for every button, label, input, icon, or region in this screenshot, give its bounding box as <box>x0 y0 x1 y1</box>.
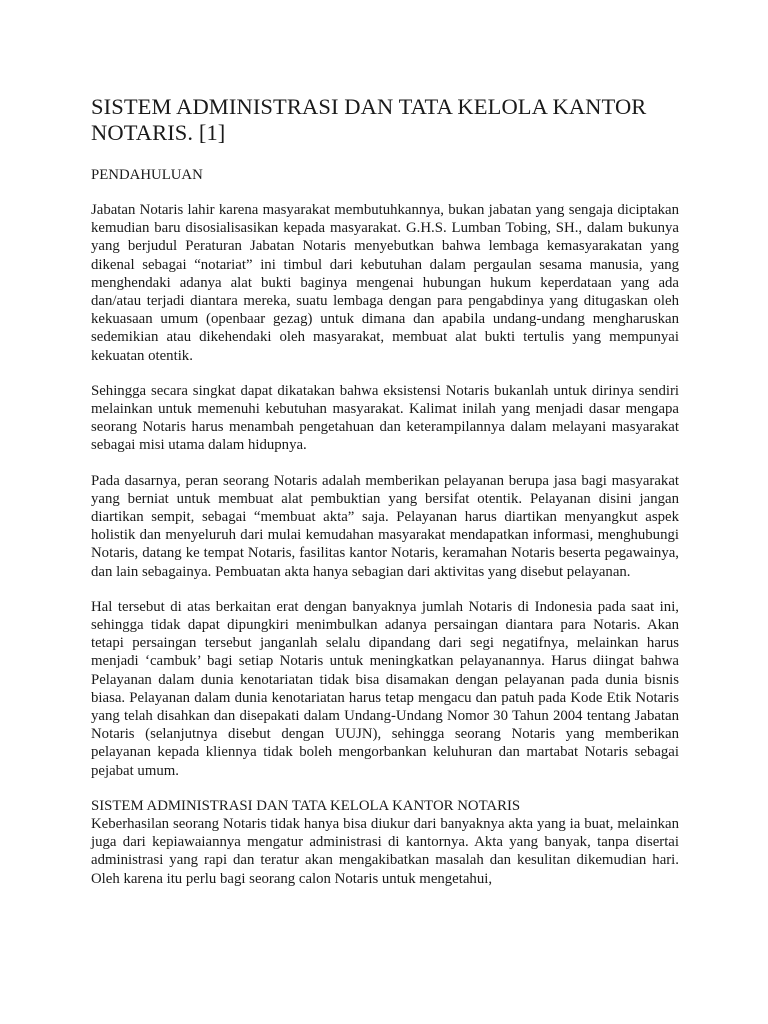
paragraph-1: Jabatan Notaris lahir karena masyarakat membutuhkannya, bukan jabatan yang sengaja diciptakan kemudian baru disosialisasikan kepada masyarakat. G.H.S. Lumban Tobing, SH., dalam bukunya yang berjudul Peraturan Jabatan Notaris menyebutkan bahwa lembaga kemasyarakatan yang dikenal sebagai “notariat” ini timbul dari kebutuhan dalam pergaulan sesama manusia, yang menghendaki adanya alat bukti baginya mengenai hubungan hukum keperdataan yang ada dan/atau terjadi diantara mereka, suatu lembaga dengan para pengabdinya yang ditugaskan oleh kekuasaan umum (openbaar gezag) untuk dimana dan apabila undang-undang mengharuskan sedemikian atau dikehendaki oleh masyarakat, membuat alat bukti tertulis yang mempunyai kekuatan otentik. <box>91 202 679 364</box>
paragraph-3: Pada dasarnya, peran seorang Notaris adalah memberikan pelayanan berupa jasa bagi masyarakat yang berniat untuk membuat alat pembuktian yang bersifat otentik. Pelayanan disini jangan diartikan sempit, sebagai “membuat akta” saja. Pelayanan harus diartikan menyangkut aspek holistik dan menyeluruh dari mulai kemudahan masyarakat mendapatkan informasi, menghubungi Notaris, datang ke tempat Notaris, fasilitas kantor Notaris, keramahan Notaris beserta pegawainya, dan lain sebagainya. Pembuatan akta hanya sebagian dari aktivitas yang disebut pelayanan. <box>91 472 679 580</box>
section-heading-pendahuluan: PENDAHULUAN <box>91 167 203 183</box>
document-body <box>91 94 679 888</box>
paragraph-2: Sehingga secara singkat dapat dikatakan bahwa eksistensi Notaris bukanlah untuk dirinya sendiri melainkan untuk memenuhi kebutuhan masyarakat. Kalimat inilah yang menjadi dasar mengapa seorang Notaris harus menambah pengetahuan dan keterampilannya dalam melayani masyarakat sebagai misi utama dalam hidupnya. <box>91 382 679 454</box>
paragraph-5: Keberhasilan seorang Notaris tidak hanya bisa diukur dari banyaknya akta yang ia buat, melainkan juga dari kepiawaiannya mengatur administrasi di kantornya. Akta yang banyak, tanpa disertai administrasi yang rapi dan teratur akan mengakibatkan masalah dan kesulitan dikemudian hari. Oleh karena itu perlu bagi seorang calon Notaris untuk mengetahui, <box>91 815 679 887</box>
document-title: SISTEM ADMINISTRASI DAN TATA KELOLA KANTOR NOTARIS. [1] <box>91 94 647 145</box>
section-heading-sistem: SISTEM ADMINISTRASI DAN TATA KELOLA KANTOR NOTARIS <box>91 797 521 814</box>
paragraph-4: Hal tersebut di atas berkaitan erat dengan banyaknya jumlah Notaris di Indonesia pada saat ini, sehingga tidak dapat dipungkiri menimbulkan adanya persaingan diantara para Notaris. Akan tetapi persaingan tersebut janganlah selalu dipandang dari segi negatifnya, melainkan harus menjadi ‘cambuk’ bagi setiap Notaris untuk meningkatkan pelayanannya. Harus diingat bahwa Pelayanan dalam dunia kenotariatan tidak bisa disamakan dengan pelayanan pada dunia bisnis biasa. Pelayanan dalam dunia kenotariatan harus tetap mengacu dan patuh pada Kode Etik Notaris yang telah disahkan dan disepakati dalam Undang-Undang Nomor 30 Tahun 2004 tentang Jabatan Notaris (selanjutnya disebut dengan UUJN), sehingga seorang Notaris yang memberikan pelayanan kepada kliennya tidak boleh mengorbankan keluhuran dan martabat Notaris sebagai pejabat umum. <box>91 598 679 779</box>
